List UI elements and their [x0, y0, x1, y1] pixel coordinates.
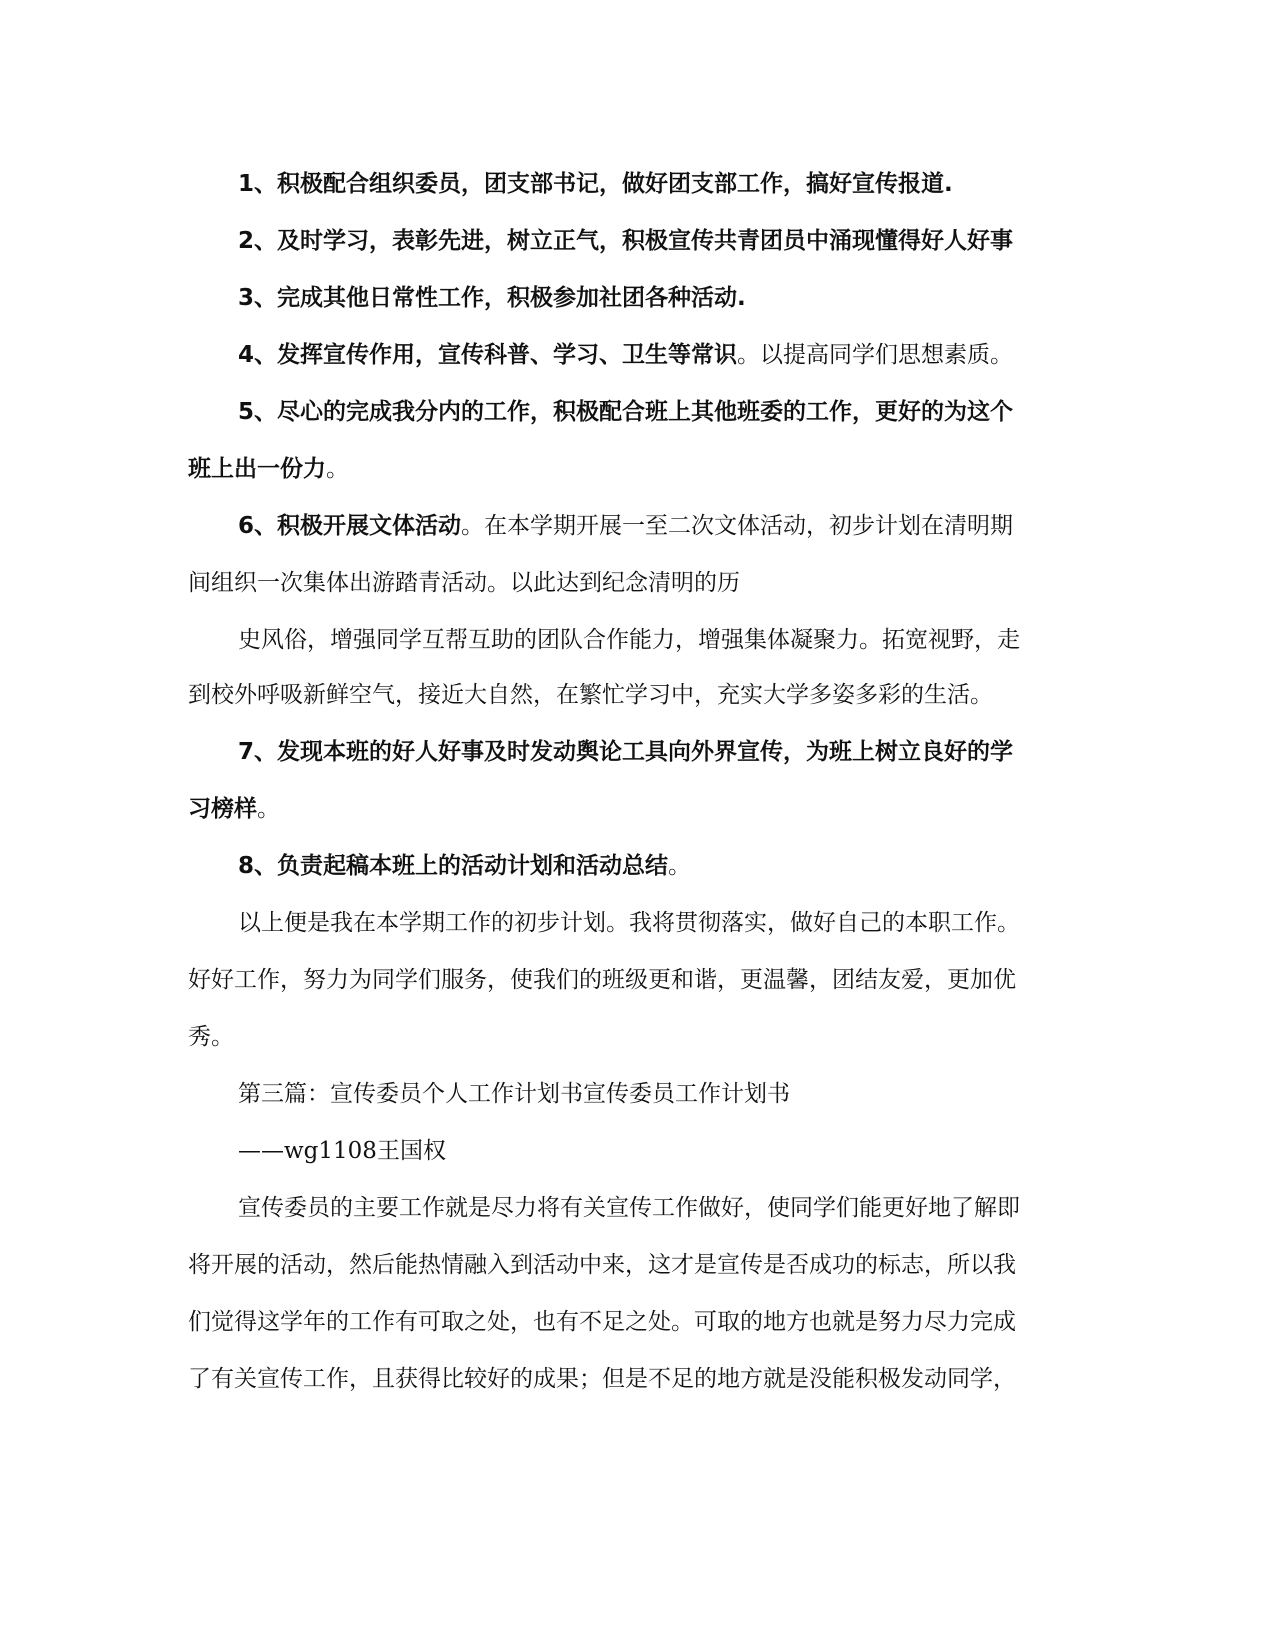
- normal-text: 们觉得这学年的工作有可取之处，也有不足之处。可取的地方也就是努力尽力完成: [188, 1309, 1016, 1335]
- normal-text: 。: [257, 796, 280, 822]
- normal-text: 好好工作，努力为同学们服务，使我们的班级更和谐，更温馨，团结友爱，更加优: [188, 967, 1016, 993]
- normal-text: 到校外呼吸新鲜空气，接近大自然，在繁忙学习中，充实大学多姿多彩的生活。: [188, 682, 993, 708]
- paragraph-line: [188, 675, 1088, 715]
- normal-text: 宣传委员的主要工作就是尽力将有关宣传工作做好，使同学们能更好地了解即: [238, 1195, 1020, 1221]
- paragraph-line: [238, 335, 1138, 375]
- bold-text: 6、积极开展文体活动: [238, 513, 462, 539]
- normal-text: 史风俗，增强同学互帮互助的团队合作能力，增强集体凝聚力。拓宽视野，走: [238, 627, 1020, 653]
- normal-text: 秀。: [188, 1024, 234, 1050]
- bold-text: 5、尽心的完成我分内的工作，积极配合班上其他班委的工作，更好的为这个: [238, 399, 1014, 425]
- bold-text: 2、及时学习，表彰先进，树立正气，积极宣传共青团员中涌现懂得好人好事: [238, 228, 1014, 254]
- paragraph-line: [188, 1302, 1088, 1342]
- normal-text: 。: [326, 456, 349, 482]
- paragraph-line: [238, 164, 1138, 204]
- bold-text: 4、发挥宣传作用，宣传科普、学习、卫生等常识: [238, 342, 738, 368]
- paragraph-line: [188, 449, 1088, 489]
- normal-text: ——wg1108王国权: [238, 1138, 446, 1164]
- paragraph-line: [238, 1188, 1138, 1228]
- bold-text: 班上出一份力: [188, 456, 326, 482]
- normal-text: 了有关宣传工作，且获得比较好的成果；但是不足的地方就是没能积极发动同学，: [188, 1366, 1016, 1392]
- paragraph-line: [238, 278, 1138, 318]
- paragraph-line: [188, 1017, 1088, 1057]
- paragraph-line: [188, 563, 1088, 603]
- paragraph-line: [238, 732, 1138, 772]
- paragraph-line: [188, 789, 1088, 829]
- paragraph-line: [238, 506, 1138, 546]
- paragraph-line: [238, 392, 1138, 432]
- paragraph-line: [188, 1359, 1088, 1399]
- paragraph-line: [238, 620, 1138, 660]
- bold-text: 7、发现本班的好人好事及时发动舆论工具向外界宣传，为班上树立良好的学: [238, 739, 1014, 765]
- normal-text: 。以提高同学们思想素质。: [737, 342, 1014, 368]
- normal-text: 。在本学期开展一至二次文体活动，初步计划在清明期: [461, 513, 1014, 539]
- bold-text: 1、积极配合组织委员，团支部书记，做好团支部工作，搞好宣传报道.: [238, 171, 953, 197]
- section-heading: [238, 1074, 1138, 1114]
- bold-text: 3、完成其他日常性工作，积极参加社团各种活动.: [238, 285, 746, 311]
- normal-text: 间组织一次集体出游踏青活动。以此达到纪念清明的历: [188, 570, 740, 596]
- normal-text: 以上便是我在本学期工作的初步计划。我将贯彻落实，做好自己的本职工作。: [238, 910, 1020, 936]
- paragraph-line: [188, 960, 1088, 1000]
- bold-text: 习榜样: [188, 796, 257, 822]
- author-line: [238, 1131, 1138, 1171]
- normal-text: 将开展的活动，然后能热情融入到活动中来，这才是宣传是否成功的标志，所以我: [188, 1252, 1016, 1278]
- paragraph-line: [238, 903, 1138, 943]
- paragraph-line: [188, 1245, 1088, 1285]
- normal-text: 第三篇：宣传委员个人工作计划书宣传委员工作计划书: [238, 1081, 790, 1107]
- normal-text: 。: [668, 853, 692, 879]
- paragraph-line: [238, 221, 1138, 261]
- bold-text: 8、负责起稿本班上的活动计划和活动总结: [238, 853, 669, 879]
- paragraph-line: [238, 846, 1138, 886]
